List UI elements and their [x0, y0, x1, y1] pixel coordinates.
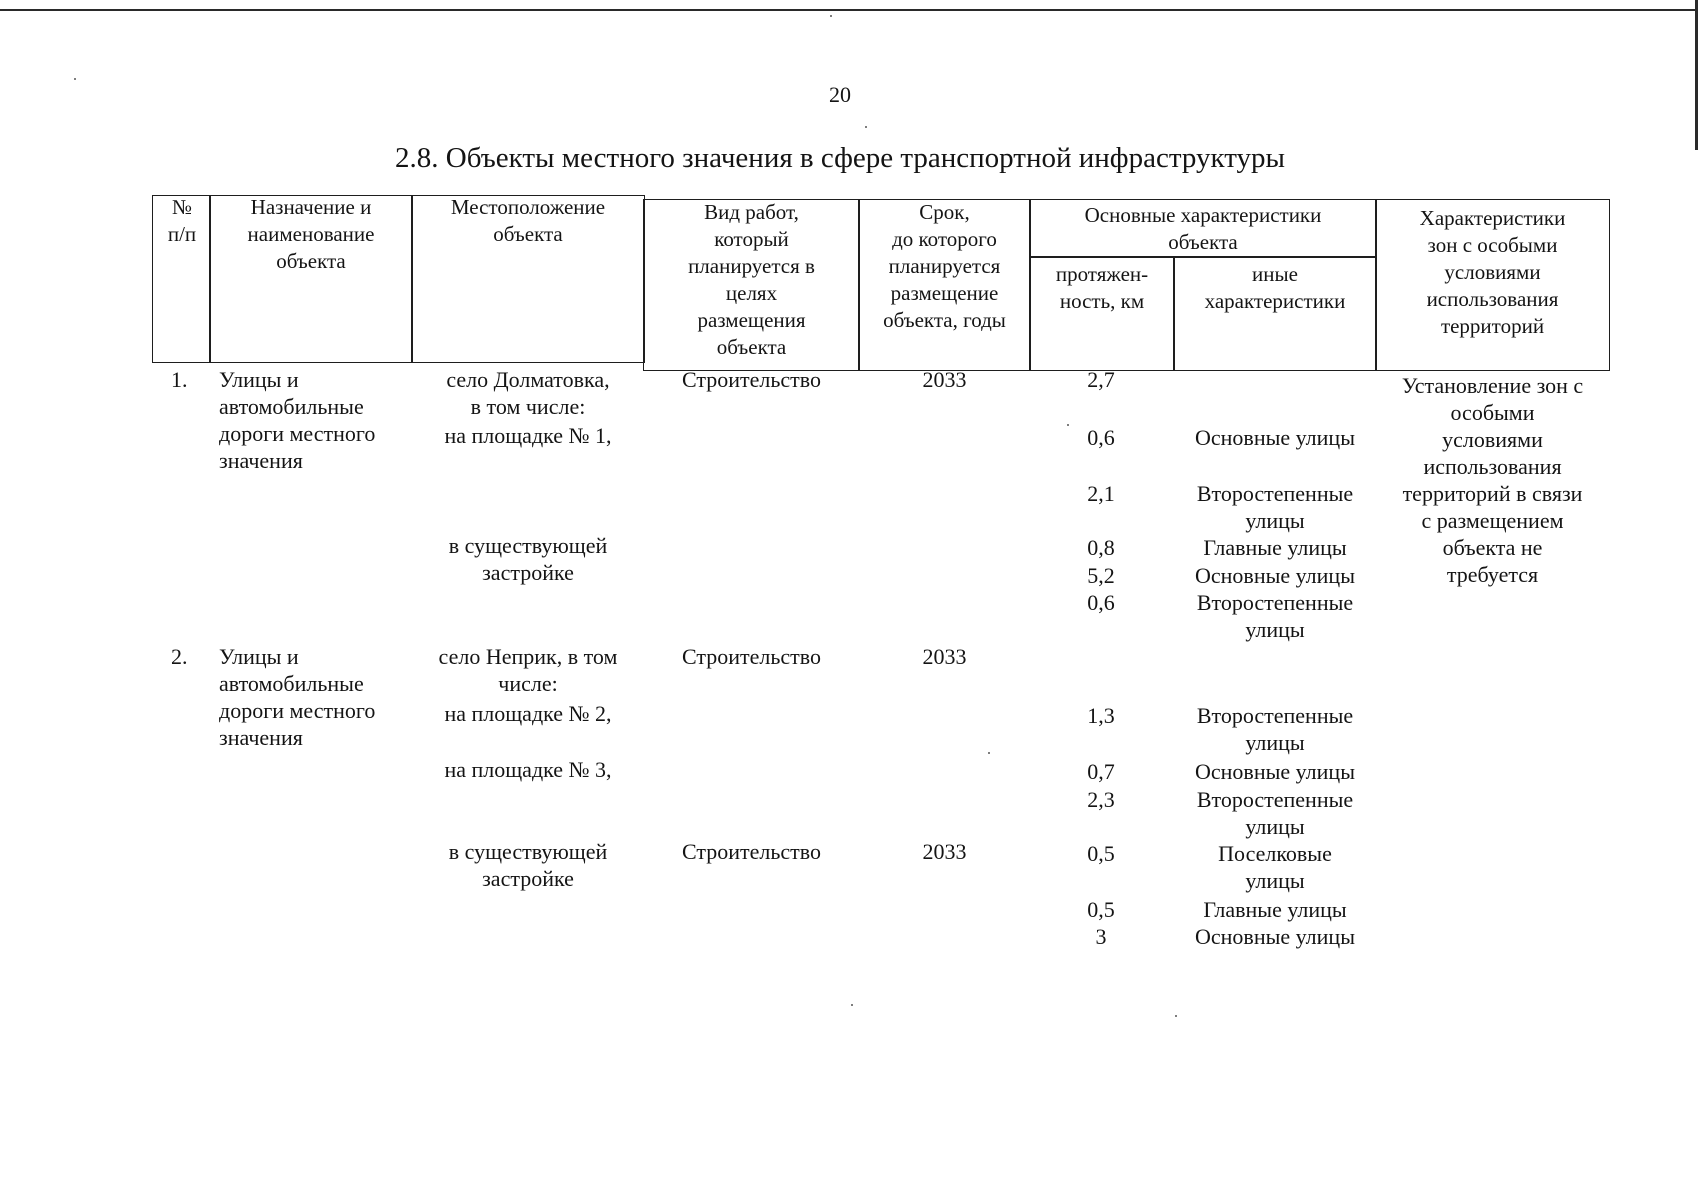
other-characteristics: Главные улицы [1203, 535, 1347, 560]
header-location: Местоположение объекта [450, 195, 606, 246]
other-characteristics: Главные улицы [1203, 897, 1347, 922]
header-main-characteristics: Основные характеристики объекта [1084, 203, 1322, 254]
location: село Долматовка, в том числе: [446, 367, 610, 419]
length-km: 5,2 [1087, 563, 1115, 588]
length-km: 0,5 [1087, 897, 1115, 922]
header-divider [1029, 256, 1375, 258]
location: в существующей застройке [448, 533, 608, 585]
location: село Неприк, в том числе: [438, 644, 618, 696]
term-year: 2033 [922, 644, 967, 669]
length-km: 0,6 [1087, 425, 1115, 450]
header-name: Назначение и наименование объекта [247, 195, 375, 273]
header-work: Вид работ, который планируется в целях размещения объекта [688, 200, 815, 359]
other-characteristics: Основные улицы [1195, 425, 1355, 450]
other-characteristics: Основные улицы [1195, 759, 1355, 784]
length-km: 3 [1095, 924, 1107, 949]
term-year: 2033 [922, 839, 967, 864]
scan-speck [1067, 424, 1069, 426]
zones-characteristics: Установление зон с особыми условиями использования территорий в связи с размещением объекта не требуется [1401, 373, 1584, 587]
work-type: Строительство [681, 644, 822, 669]
header-zones: Характеристики зон с особыми условиями использования территорий [1419, 206, 1566, 338]
other-characteristics: Второстепенные улицы [1196, 703, 1354, 755]
location: на площадке № 2, [444, 701, 612, 726]
length-km: 0,7 [1087, 759, 1115, 784]
work-type: Строительство [681, 839, 822, 864]
length-km: 2,3 [1087, 787, 1115, 812]
other-characteristics: Основные улицы [1195, 924, 1355, 949]
scan-speck [851, 1004, 853, 1006]
other-characteristics: Второстепенные улицы [1196, 481, 1354, 533]
header-other: иные характеристики [1204, 262, 1346, 313]
scan-speck [830, 15, 832, 17]
location: на площадке № 3, [444, 757, 612, 782]
object-name: Улицы и автомобильные дороги местного значения [219, 644, 376, 750]
term-year: 2033 [922, 367, 967, 392]
length-km: 0,5 [1087, 841, 1115, 866]
scan-speck [1175, 1015, 1177, 1017]
length-km: 0,8 [1087, 535, 1115, 560]
scan-edge-top [0, 9, 1698, 11]
length-km: 0,6 [1087, 590, 1115, 615]
other-characteristics: Поселковые улицы [1218, 841, 1332, 893]
page-number: 20 [829, 82, 851, 107]
header-length: протяжен- ность, км [1055, 262, 1149, 313]
scan-speck [74, 78, 76, 80]
header-num: № п/п [167, 195, 197, 246]
section-title: 2.8. Объекты местного значения в сфере транспортной инфраструктуры [395, 142, 1285, 174]
object-name: Улицы и автомобильные дороги местного значения [219, 367, 376, 473]
other-characteristics: Второстепенные улицы [1196, 590, 1354, 642]
scan-speck [865, 126, 867, 128]
work-type: Строительство [681, 367, 822, 392]
length-km: 1,3 [1087, 703, 1115, 728]
location: на площадке № 1, [444, 423, 612, 448]
other-characteristics: Второстепенные улицы [1196, 787, 1354, 839]
row-number: 2. [171, 644, 188, 669]
length-km: 2,7 [1087, 367, 1115, 392]
other-characteristics: Основные улицы [1195, 563, 1355, 588]
row-number: 1. [171, 367, 188, 392]
scan-speck [988, 752, 990, 754]
length-km: 2,1 [1087, 481, 1115, 506]
header-term: Срок, до которого планируется размещение объекта, годы [883, 200, 1006, 332]
location: в существующей застройке [448, 839, 608, 891]
